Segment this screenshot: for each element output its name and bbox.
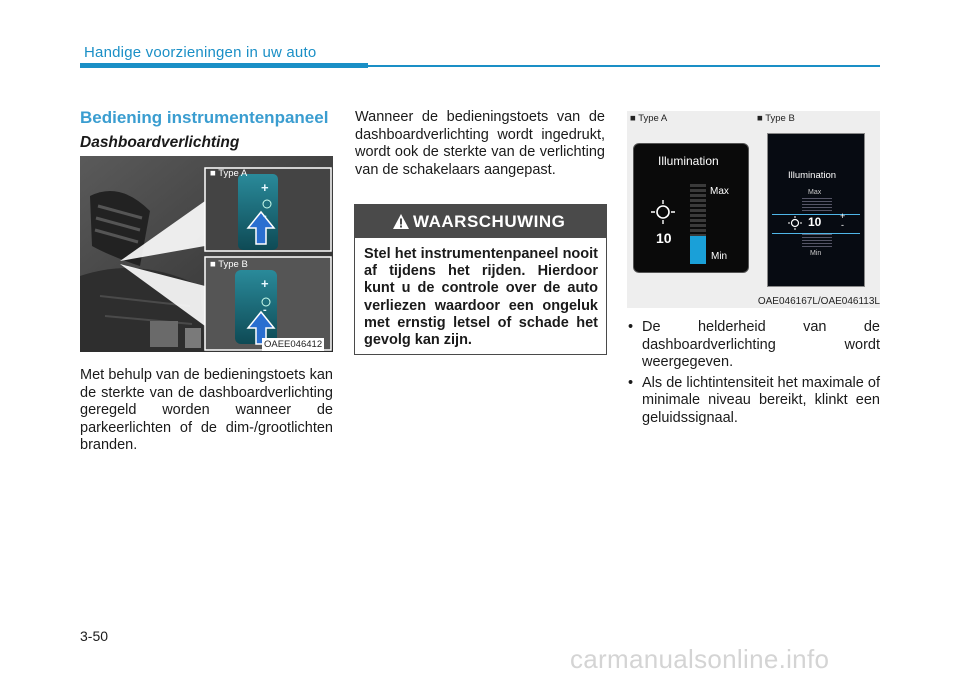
illumination-title: Illumination: [658, 154, 719, 168]
warning-header: [355, 205, 606, 238]
list-item: [627, 375, 880, 428]
illumination-title: Illumination: [788, 170, 837, 181]
warning-text: Stel het instrumentenpaneel nooit af tijdens het rijden. Hierdoor kunt u de controle over de auto verliezen waardoor een ongeluk met ernstig letsel of schade het gevolg kan zijn.: [364, 246, 598, 349]
warning-title: WAARSCHUWING: [413, 212, 566, 231]
illumination-dial-icon: [788, 216, 802, 230]
upper-level-ticks: [802, 198, 832, 212]
illumination-level: 10: [808, 215, 822, 229]
bullet-dot-icon: •: [628, 374, 634, 391]
min-label: Min: [810, 250, 822, 257]
header-rule-thin: [368, 65, 880, 67]
lower-level-ticks: [802, 234, 832, 248]
minus-icon: -: [263, 304, 267, 316]
sub-heading: Dashboardverlichting: [80, 134, 240, 151]
header-rule-thick: [80, 63, 368, 68]
list-item: [627, 319, 880, 372]
list-item-text: De helderheid van de dashboardverlichting wordt weergegeven.: [642, 319, 880, 370]
type-b-label: ■ Type B: [757, 113, 795, 124]
plus-icon: +: [261, 276, 269, 291]
section-heading: Bediening instrumentenpaneel: [80, 108, 329, 127]
type-a-label: ■ Type A: [630, 113, 668, 124]
minus-icon: -: [841, 220, 844, 230]
cluster-illumination-figure: [627, 111, 880, 308]
warning-box: [354, 204, 607, 355]
middle-paragraph: Wanneer de bedieningstoets van de dashboardverlichting wordt ingedrukt, wordt ook de sterkte van de verlichting van de schakelaars aangepast.: [355, 109, 605, 178]
warning-triangle-icon: [393, 214, 409, 229]
illumination-level-bar: [690, 184, 706, 264]
type-a-display: [633, 143, 749, 273]
dashboard-photo: [80, 156, 333, 352]
figure-code: OAEE046412: [264, 339, 323, 350]
bullet-list: [627, 319, 880, 430]
list-item-text: Als de lichtintensiteit het maximale of minimale niveau bereikt, klinkt een geluidssignaal.: [642, 374, 880, 426]
watermark: carmanualsonline.info: [570, 644, 830, 674]
bullet-dot-icon: •: [628, 319, 634, 335]
type-a-label: ■ Type A: [210, 168, 248, 179]
max-label: Max: [710, 186, 729, 197]
dashboard-photo-figure: [80, 156, 333, 352]
section-header-title: Handige voorzieningen in uw auto: [84, 44, 317, 61]
illumination-level-fill: [690, 236, 706, 264]
max-label: Max: [808, 189, 822, 196]
illumination-dial-icon: [650, 199, 676, 225]
figure-code: OAE046167L/OAE046113L: [757, 296, 880, 307]
minus-icon: -: [263, 210, 267, 222]
type-b-display: [767, 133, 865, 287]
page-number: 3-50: [80, 628, 109, 644]
illumination-level: 10: [656, 230, 672, 246]
plus-icon: +: [261, 180, 269, 195]
type-b-label: ■ Type B: [210, 259, 248, 270]
left-paragraph: Met behulp van de bedieningstoets kan de sterkte van de dashboardverlichting geregeld worden wanneer de parkeerlichten of de dim-/grootlichten branden.: [80, 367, 333, 453]
plus-icon: +: [840, 211, 846, 221]
min-label: Min: [711, 251, 728, 262]
